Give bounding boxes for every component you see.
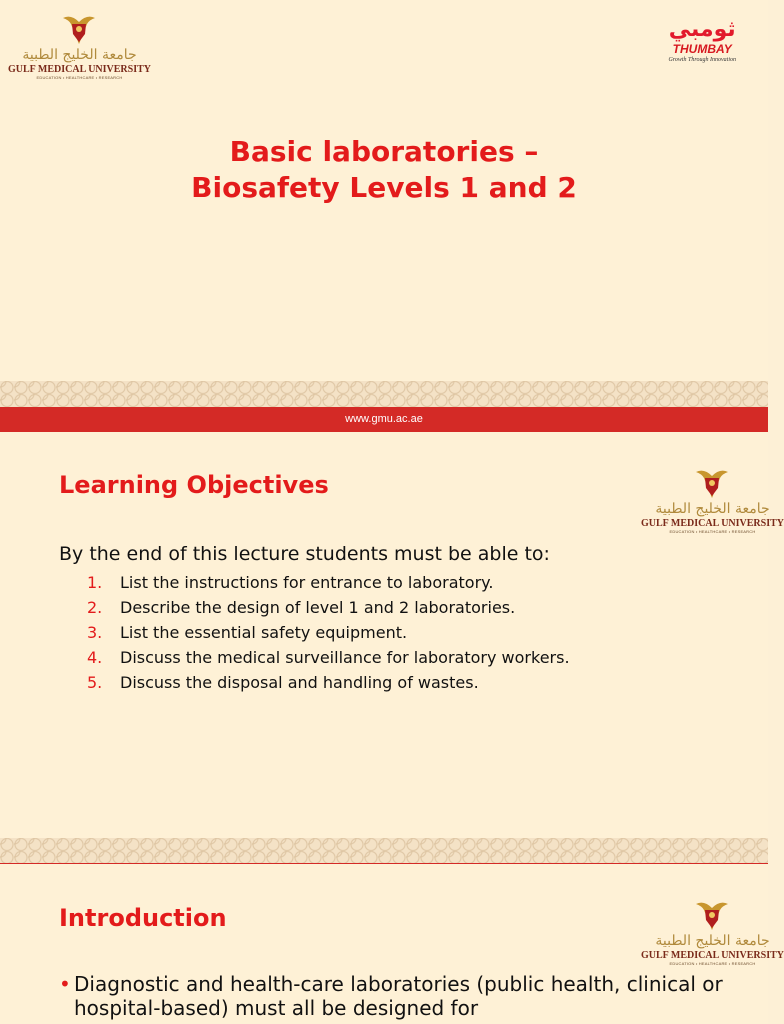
gmu-tagline: EDUCATION • HEALTHCARE • RESEARCH: [669, 529, 756, 534]
introduction-heading: Introduction: [59, 904, 227, 932]
gmu-arabic-name: جامعة الخليج الطبية: [655, 933, 770, 949]
slide-title-line-1: Basic laboratories –: [229, 135, 539, 168]
list-item: [87, 620, 570, 645]
gmu-emblem-icon: [694, 466, 730, 500]
gmu-arabic-name: جامعة الخليج الطبية: [655, 501, 770, 517]
gmu-logo-small: [641, 898, 784, 966]
list-number: 2.: [87, 598, 103, 617]
introduction-bullet: [59, 972, 749, 1020]
list-item: [87, 595, 570, 620]
decorative-pattern-band: [0, 838, 768, 864]
decorative-pattern-band: [0, 381, 768, 407]
thumbay-name: THUMBAY: [672, 42, 732, 56]
gmu-emblem-icon: [694, 898, 730, 932]
gmu-name: GULF MEDICAL UNIVERSITY: [8, 64, 151, 75]
gmu-logo-small: [641, 466, 784, 534]
objectives-list: [87, 570, 570, 695]
list-number: 1.: [87, 573, 103, 592]
list-text: List the essential safety equipment.: [120, 623, 408, 642]
gmu-name: GULF MEDICAL UNIVERSITY: [641, 518, 784, 529]
bullet-text: Diagnostic and health-care laboratories (public health, clinical or hospital-based) must all be designed for: [74, 972, 723, 1020]
list-item: [87, 670, 570, 695]
website-url[interactable]: www.gmu.ac.ae: [345, 413, 423, 425]
gmu-emblem-icon: [61, 12, 97, 46]
list-number: 4.: [87, 648, 103, 667]
list-item: [87, 645, 570, 670]
title-slide: [0, 0, 768, 432]
gmu-arabic-name: جامعة الخليج الطبية: [22, 47, 137, 63]
list-text: Discuss the disposal and handling of wastes.: [120, 673, 479, 692]
objectives-heading: Learning Objectives: [59, 471, 329, 499]
gmu-tagline: EDUCATION • HEALTHCARE • RESEARCH: [36, 75, 123, 80]
objectives-lead: By the end of this lecture students must be able to:: [59, 543, 550, 565]
thumbay-logo: [668, 18, 736, 64]
thumbay-tagline: Growth Through Innovation: [668, 57, 736, 63]
bullet-dot: •: [59, 972, 71, 996]
list-text: List the instructions for entrance to laboratory.: [120, 573, 494, 592]
list-number: 3.: [87, 623, 103, 642]
list-number: 5.: [87, 673, 103, 692]
gmu-name: GULF MEDICAL UNIVERSITY: [641, 950, 784, 961]
list-text: Describe the design of level 1 and 2 laboratories.: [120, 598, 516, 617]
slide-title-line-2: Biosafety Levels 1 and 2: [191, 171, 577, 204]
slide-title: [0, 134, 768, 206]
gmu-tagline: EDUCATION • HEALTHCARE • RESEARCH: [669, 961, 756, 966]
list-item: [87, 570, 570, 595]
thumbay-arabic-name: ثومبي: [668, 17, 736, 42]
list-text: Discuss the medical surveillance for laboratory workers.: [120, 648, 570, 667]
gmu-logo: [8, 12, 151, 80]
